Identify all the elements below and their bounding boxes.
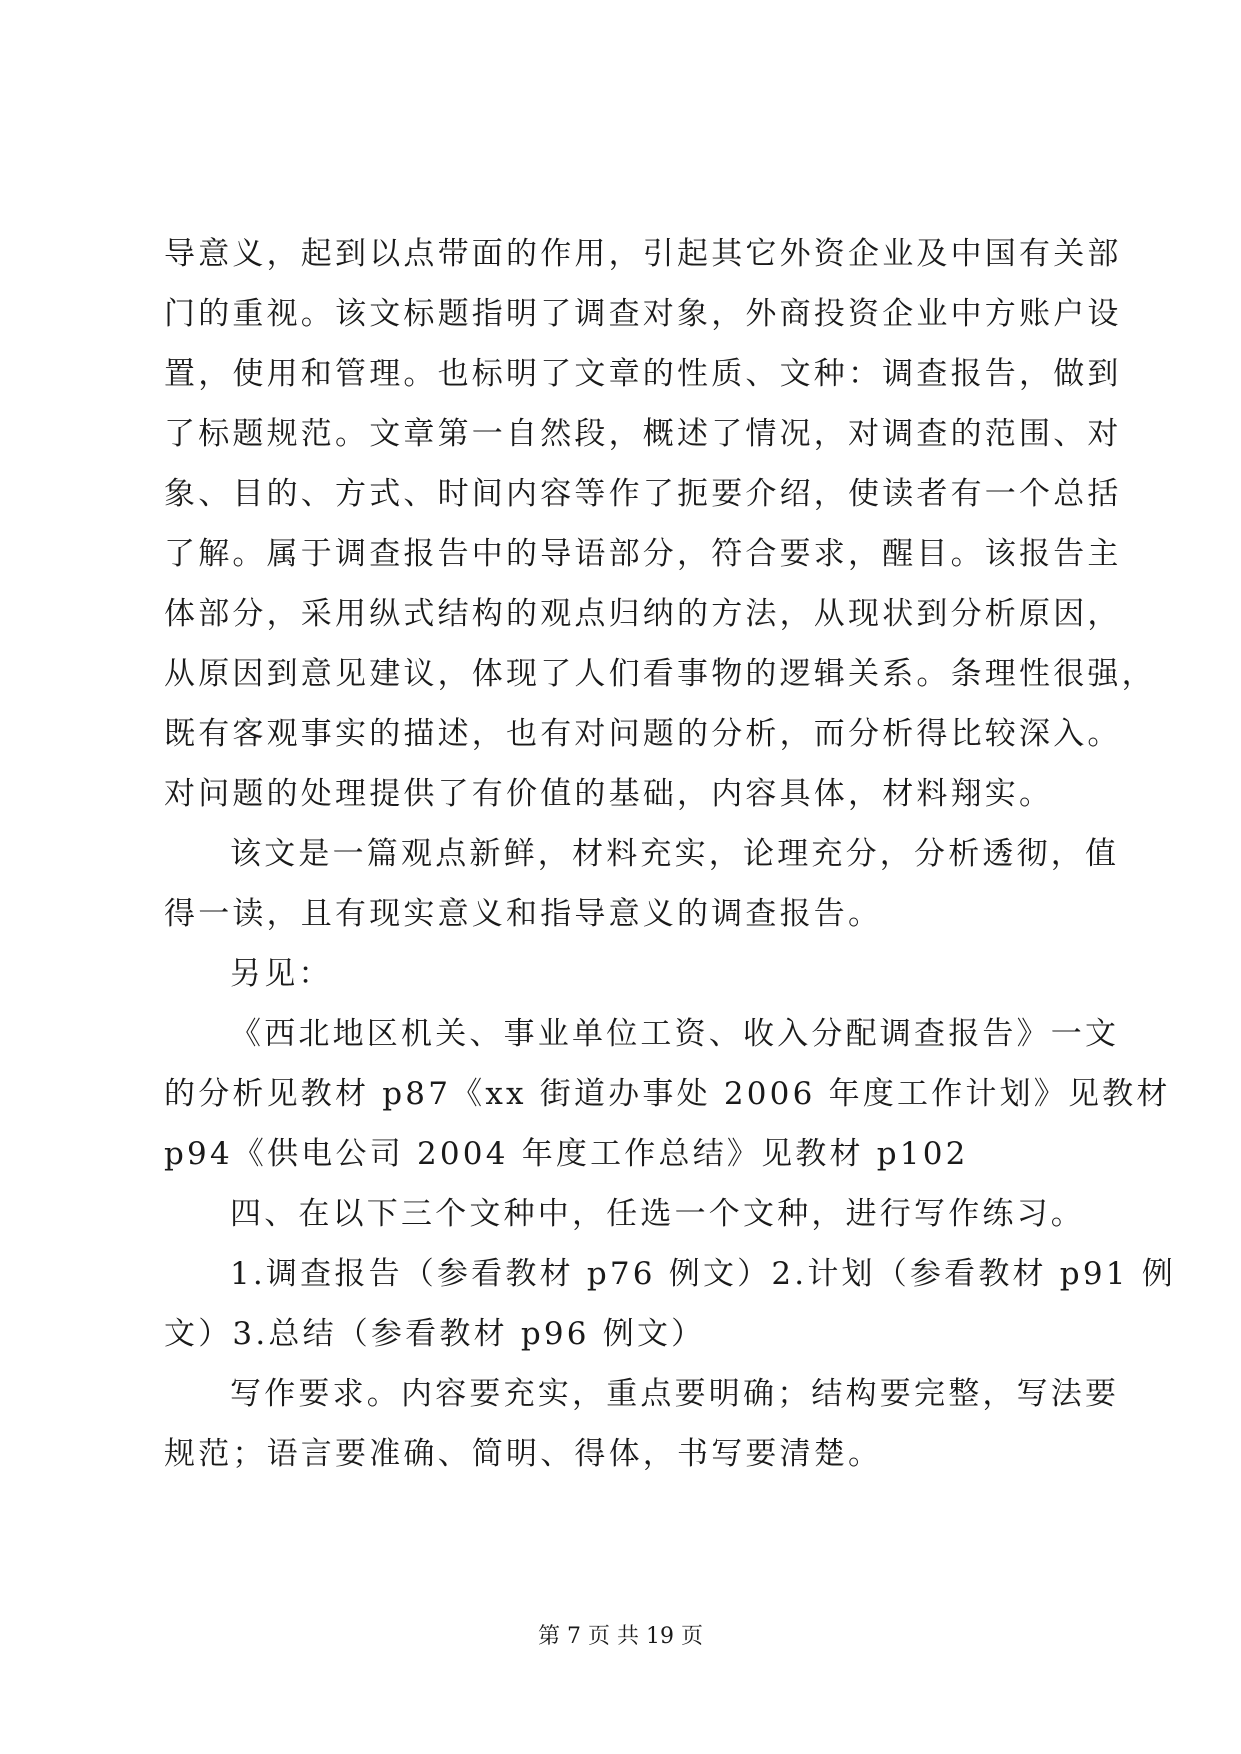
text-line: 1.调查报告（参看教材 p76 例文）2.计划（参看教材 p91 例 bbox=[230, 1256, 1176, 1292]
text-line: 门的重视。该文标题指明了调查对象，外商投资企业中方账户设 bbox=[164, 296, 1122, 332]
text-line: 《西北地区机关、事业单位工资、收入分配调查报告》一文 bbox=[230, 1016, 1120, 1052]
text-line: 写作要求。内容要充实，重点要明确；结构要完整，写法要 bbox=[230, 1376, 1120, 1412]
text-line: 象、目的、方式、时间内容等作了扼要介绍，使读者有一个总括 bbox=[164, 476, 1122, 512]
text-line: 文）3.总结（参看教材 p96 例文） bbox=[164, 1316, 706, 1352]
text-line: 了解。属于调查报告中的导语部分，符合要求，醒目。该报告主 bbox=[164, 536, 1122, 572]
body-text bbox=[164, 224, 1176, 1484]
text-line: p94《供电公司 2004 年度工作总结》见教材 p102 bbox=[164, 1136, 969, 1172]
text-line: 该文是一篇观点新鲜，材料充实，论理充分，分析透彻，值 bbox=[230, 836, 1120, 872]
text-line: 四、在以下三个文种中，任选一个文种，进行写作练习。 bbox=[230, 1196, 1085, 1232]
text-line: 对问题的处理提供了有价值的基础，内容具体，材料翔实。 bbox=[164, 776, 1054, 812]
text-line: 置，使用和管理。也标明了文章的性质、文种：调查报告，做到 bbox=[164, 356, 1122, 392]
text-line: 得一读，且有现实意义和指导意义的调查报告。 bbox=[164, 896, 883, 932]
text-line: 体部分，采用纵式结构的观点归纳的方法，从现状到分析原因， bbox=[164, 596, 1122, 632]
text-line: 了标题规范。文章第一自然段，概述了情况，对调查的范围、对 bbox=[164, 416, 1122, 452]
text-line: 另见： bbox=[230, 956, 333, 992]
text-line: 规范；语言要准确、简明、得体，书写要清楚。 bbox=[164, 1436, 883, 1472]
text-line: 的分析见教材 p87《xx 街道办事处 2006 年度工作计划》见教材 bbox=[164, 1076, 1171, 1112]
page-number-footer: 第 7 页 共 19 页 bbox=[538, 1624, 703, 1649]
text-line: 既有客观事实的描述，也有对问题的分析，而分析得比较深入。 bbox=[164, 716, 1122, 752]
text-line: 从原因到意见建议，体现了人们看事物的逻辑关系。条理性很强， bbox=[164, 656, 1156, 692]
text-line: 导意义，起到以点带面的作用，引起其它外资企业及中国有关部 bbox=[164, 236, 1122, 272]
